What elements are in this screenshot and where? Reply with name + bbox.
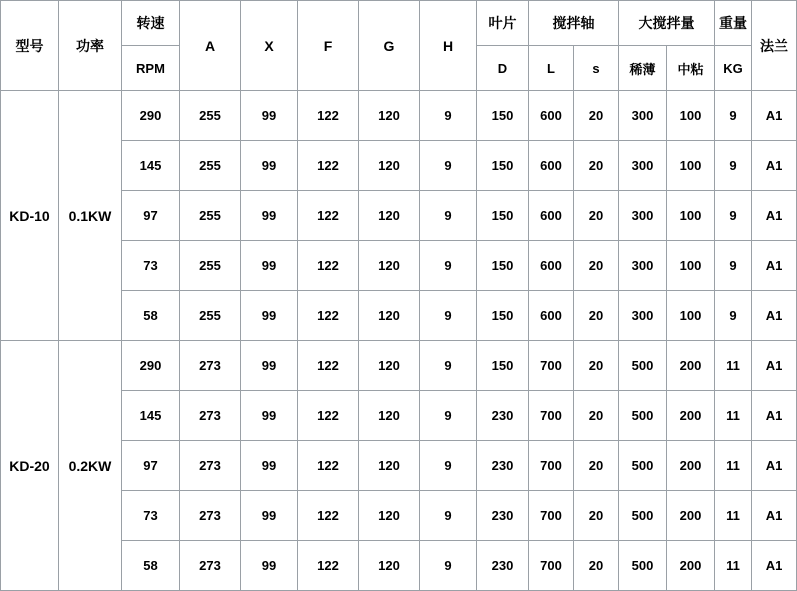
cell-weight: 11 — [715, 391, 752, 441]
cell-g: 120 — [359, 241, 420, 291]
header-blade-group: 叶片 — [477, 1, 529, 46]
cell-h: 9 — [420, 441, 477, 491]
cell-a: 273 — [180, 491, 241, 541]
cell-x: 99 — [241, 391, 298, 441]
cell-f: 122 — [298, 91, 359, 141]
cell-shaft-l: 700 — [529, 441, 574, 491]
cell-capacity-medium: 100 — [667, 241, 715, 291]
cell-capacity-thin: 300 — [619, 291, 667, 341]
cell-shaft-s: 20 — [574, 341, 619, 391]
cell-capacity-medium: 200 — [667, 341, 715, 391]
cell-model: KD-20 — [1, 341, 59, 591]
cell-x: 99 — [241, 441, 298, 491]
cell-shaft-l: 600 — [529, 291, 574, 341]
cell-g: 120 — [359, 491, 420, 541]
header-row-top — [1, 1, 797, 46]
cell-rpm: 290 — [122, 91, 180, 141]
cell-shaft-s: 20 — [574, 141, 619, 191]
cell-g: 120 — [359, 541, 420, 591]
cell-a: 255 — [180, 91, 241, 141]
cell-flange: A1 — [752, 91, 797, 141]
cell-shaft-l: 600 — [529, 191, 574, 241]
cell-g: 120 — [359, 91, 420, 141]
cell-shaft-l: 700 — [529, 541, 574, 591]
cell-weight: 11 — [715, 491, 752, 541]
cell-f: 122 — [298, 191, 359, 241]
cell-shaft-l: 700 — [529, 341, 574, 391]
cell-x: 99 — [241, 291, 298, 341]
cell-weight: 9 — [715, 91, 752, 141]
cell-capacity-thin: 500 — [619, 491, 667, 541]
cell-capacity-medium: 200 — [667, 441, 715, 491]
cell-capacity-thin: 300 — [619, 191, 667, 241]
table-header — [1, 1, 797, 91]
cell-f: 122 — [298, 491, 359, 541]
cell-capacity-thin: 500 — [619, 541, 667, 591]
cell-capacity-medium: 100 — [667, 141, 715, 191]
cell-weight: 11 — [715, 541, 752, 591]
cell-blade-d: 150 — [477, 341, 529, 391]
cell-g: 120 — [359, 441, 420, 491]
cell-rpm: 73 — [122, 491, 180, 541]
cell-flange: A1 — [752, 241, 797, 291]
cell-shaft-s: 20 — [574, 491, 619, 541]
cell-flange: A1 — [752, 391, 797, 441]
cell-a: 273 — [180, 391, 241, 441]
table-row — [1, 91, 797, 141]
cell-capacity-thin: 300 — [619, 241, 667, 291]
cell-g: 120 — [359, 341, 420, 391]
cell-blade-d: 150 — [477, 141, 529, 191]
cell-a: 273 — [180, 341, 241, 391]
header-shaft-group: 搅拌轴 — [529, 1, 619, 46]
cell-h: 9 — [420, 291, 477, 341]
cell-rpm: 58 — [122, 541, 180, 591]
header-h: H — [420, 1, 477, 91]
cell-g: 120 — [359, 291, 420, 341]
cell-f: 122 — [298, 441, 359, 491]
cell-x: 99 — [241, 341, 298, 391]
cell-power: 0.2KW — [59, 341, 122, 591]
cell-g: 120 — [359, 391, 420, 441]
cell-rpm: 58 — [122, 291, 180, 341]
header-weight-group: 重量 — [715, 1, 752, 46]
cell-h: 9 — [420, 341, 477, 391]
cell-rpm: 97 — [122, 191, 180, 241]
cell-g: 120 — [359, 141, 420, 191]
cell-f: 122 — [298, 541, 359, 591]
cell-flange: A1 — [752, 541, 797, 591]
cell-shaft-s: 20 — [574, 391, 619, 441]
cell-capacity-thin: 300 — [619, 91, 667, 141]
cell-g: 120 — [359, 191, 420, 241]
cell-h: 9 — [420, 191, 477, 241]
cell-x: 99 — [241, 491, 298, 541]
cell-capacity-medium: 200 — [667, 491, 715, 541]
cell-blade-d: 150 — [477, 91, 529, 141]
header-f: F — [298, 1, 359, 91]
cell-shaft-l: 600 — [529, 91, 574, 141]
cell-a: 255 — [180, 141, 241, 191]
cell-capacity-thin: 500 — [619, 441, 667, 491]
cell-flange: A1 — [752, 291, 797, 341]
cell-h: 9 — [420, 391, 477, 441]
cell-flange: A1 — [752, 191, 797, 241]
cell-rpm: 145 — [122, 141, 180, 191]
header-speed-group: 转速 — [122, 1, 180, 46]
cell-weight: 9 — [715, 141, 752, 191]
cell-a: 255 — [180, 191, 241, 241]
cell-flange: A1 — [752, 141, 797, 191]
cell-weight: 9 — [715, 291, 752, 341]
table-body — [1, 91, 797, 591]
cell-blade-d: 230 — [477, 541, 529, 591]
header-model: 型号 — [1, 1, 59, 91]
cell-shaft-s: 20 — [574, 441, 619, 491]
header-flange: 法兰 — [752, 1, 797, 91]
cell-shaft-l: 700 — [529, 491, 574, 541]
cell-blade-d: 150 — [477, 241, 529, 291]
cell-shaft-s: 20 — [574, 241, 619, 291]
cell-a: 273 — [180, 541, 241, 591]
cell-h: 9 — [420, 491, 477, 541]
header-shaft-s: s — [574, 46, 619, 91]
header-capacity-group: 大搅拌量 — [619, 1, 715, 46]
cell-a: 255 — [180, 241, 241, 291]
cell-x: 99 — [241, 141, 298, 191]
cell-rpm: 73 — [122, 241, 180, 291]
cell-flange: A1 — [752, 441, 797, 491]
cell-rpm: 145 — [122, 391, 180, 441]
cell-blade-d: 230 — [477, 441, 529, 491]
cell-blade-d: 230 — [477, 491, 529, 541]
cell-power: 0.1KW — [59, 91, 122, 341]
cell-h: 9 — [420, 241, 477, 291]
cell-h: 9 — [420, 541, 477, 591]
cell-capacity-medium: 100 — [667, 91, 715, 141]
cell-flange: A1 — [752, 341, 797, 391]
cell-capacity-thin: 500 — [619, 391, 667, 441]
cell-capacity-thin: 500 — [619, 341, 667, 391]
cell-capacity-medium: 100 — [667, 191, 715, 241]
cell-blade-d: 150 — [477, 291, 529, 341]
header-speed-unit: RPM — [122, 46, 180, 91]
cell-h: 9 — [420, 91, 477, 141]
header-weight-unit: KG — [715, 46, 752, 91]
cell-shaft-s: 20 — [574, 291, 619, 341]
cell-f: 122 — [298, 291, 359, 341]
header-g: G — [359, 1, 420, 91]
cell-blade-d: 150 — [477, 191, 529, 241]
cell-rpm: 97 — [122, 441, 180, 491]
cell-f: 122 — [298, 341, 359, 391]
header-capacity-thin: 稀薄 — [619, 46, 667, 91]
cell-capacity-thin: 300 — [619, 141, 667, 191]
cell-a: 255 — [180, 291, 241, 341]
cell-h: 9 — [420, 141, 477, 191]
cell-rpm: 290 — [122, 341, 180, 391]
header-x: X — [241, 1, 298, 91]
cell-x: 99 — [241, 191, 298, 241]
table-row — [1, 341, 797, 391]
cell-capacity-medium: 200 — [667, 541, 715, 591]
header-capacity-medium: 中粘 — [667, 46, 715, 91]
cell-capacity-medium: 200 — [667, 391, 715, 441]
header-blade-d: D — [477, 46, 529, 91]
cell-shaft-s: 20 — [574, 541, 619, 591]
cell-f: 122 — [298, 391, 359, 441]
cell-shaft-l: 700 — [529, 391, 574, 441]
cell-x: 99 — [241, 541, 298, 591]
cell-a: 273 — [180, 441, 241, 491]
cell-shaft-l: 600 — [529, 241, 574, 291]
cell-shaft-l: 600 — [529, 141, 574, 191]
cell-flange: A1 — [752, 491, 797, 541]
cell-f: 122 — [298, 241, 359, 291]
header-shaft-l: L — [529, 46, 574, 91]
cell-blade-d: 230 — [477, 391, 529, 441]
header-a: A — [180, 1, 241, 91]
cell-weight: 11 — [715, 341, 752, 391]
cell-shaft-s: 20 — [574, 191, 619, 241]
cell-f: 122 — [298, 141, 359, 191]
cell-weight: 9 — [715, 241, 752, 291]
cell-capacity-medium: 100 — [667, 291, 715, 341]
cell-model: KD-10 — [1, 91, 59, 341]
cell-weight: 9 — [715, 191, 752, 241]
cell-x: 99 — [241, 241, 298, 291]
cell-x: 99 — [241, 91, 298, 141]
header-power: 功率 — [59, 1, 122, 91]
cell-shaft-s: 20 — [574, 91, 619, 141]
cell-weight: 11 — [715, 441, 752, 491]
